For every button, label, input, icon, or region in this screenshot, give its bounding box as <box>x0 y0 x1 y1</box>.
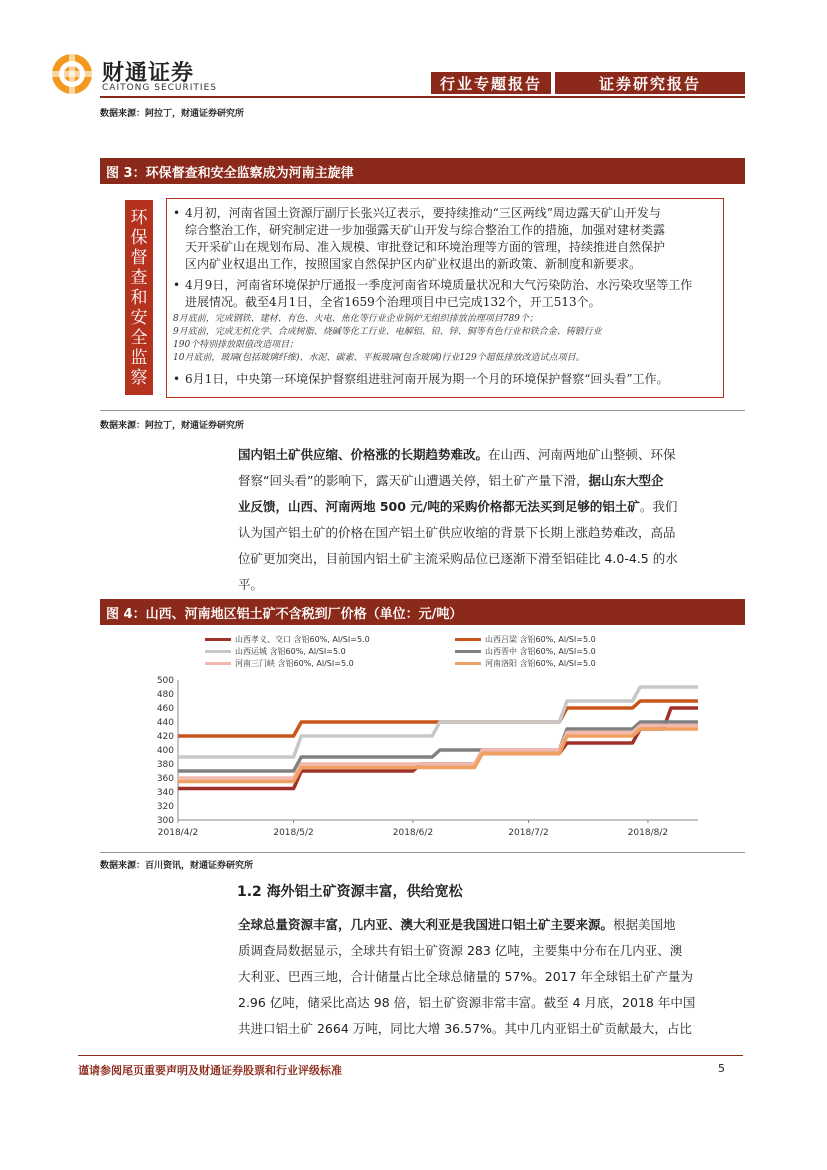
paragraph-2 <box>238 912 743 1042</box>
side-char: 全 <box>130 327 148 348</box>
side-char: 和 <box>130 287 148 308</box>
detail-line: 190个特别排放限值改造项目； <box>173 340 299 350</box>
para1-text: 督察“回头看”的影响下，露天矿山遭遇关停，铝土矿产量下滑， <box>238 473 589 488</box>
figure-4-title: 图 4：山西、河南地区铝土矿不含税到厂价格（单位：元/吨） <box>100 599 745 625</box>
legend-swatch <box>455 638 481 641</box>
section-title: 1.2 海外铝土矿资源丰富，供给宽松 <box>237 884 463 900</box>
bullet-icon: • <box>173 206 181 220</box>
legend-label: 山西晋中 含铝60%, Al/SI=5.0 <box>485 647 596 656</box>
x-tick-label: 2018/4/2 <box>157 828 199 838</box>
header-rule <box>100 96 745 98</box>
legend-item <box>455 658 596 669</box>
legend-item <box>205 634 370 645</box>
para1-text: 在山西、河南两地矿山整顿、环保 <box>488 447 676 462</box>
para2-text: 质调查局数据显示，全球共有铝土矿资源 283 亿吨，主要集中分布在几内亚、澳 <box>238 943 683 958</box>
para1-text: 位矿更加突出，目前国内铝土矿主流采购品位已逐渐下滑至铝硅比 4.0-4.5 的水 <box>238 551 678 566</box>
x-tick-label: 2018/8/2 <box>627 828 669 838</box>
legend-swatch <box>205 638 231 641</box>
divider <box>100 410 745 411</box>
para1-emphasis: 业反馈，山西、河南两地 500 元/吨的采购价格都无法买到足够的铝土矿 <box>238 499 640 514</box>
legend-item <box>205 646 346 657</box>
legend-swatch <box>205 650 231 653</box>
side-char: 监 <box>130 347 148 368</box>
side-char: 保 <box>130 227 148 248</box>
detail-line: 8月底前，完成钢铁、建材、有色、火电、焦化等行业企业锅炉无组织排放治理项目789个； <box>173 314 538 324</box>
bullet-1-line: 4月初，河南省国土资源厅副厅长张兴辽表示，要持续推动“三区两线”周边露天矿山开发与 <box>185 206 661 220</box>
para2-text: 大利亚、巴西三地，合计储量占比全球总储量的 57%。2017 年全球铝土矿产量为 <box>238 969 694 984</box>
y-tick-label: 340 <box>156 788 174 798</box>
report-type-tab: 行业专题报告 <box>431 72 551 94</box>
legend-label: 山西运城 含铝60%, Al/SI=5.0 <box>235 647 346 656</box>
x-tick-label: 2018/6/2 <box>392 828 434 838</box>
bullet-2-line: 4月9日，河南省环境保护厅通报一季度河南省环境质量状况和大气污染防治、水污染攻坚等工作 <box>185 278 693 292</box>
bullet-1-line: 综合整治工作，研究制定进一步加强露天矿山开发与综合整治工作的措施，加强对建材类露 <box>185 223 666 237</box>
report-category-tab: 证券研究报告 <box>555 72 745 94</box>
footer-disclaimer: 谨请参阅尾页重要声明及财通证券股票和行业评级标准 <box>78 1064 342 1077</box>
bullet-1-line: 区内矿业权退出工作，按照国家自然保护区内矿业权退出的新政策、新制度和新要求。 <box>185 257 642 271</box>
figure-3-note-box <box>166 198 724 398</box>
bullet-2-line: 进展情况。截至4月1日，全省1659个治理项目中已完成132个，开工513个。 <box>185 295 601 309</box>
legend-swatch <box>205 662 231 665</box>
series-line-3 <box>178 687 698 757</box>
y-tick-label: 440 <box>156 718 174 728</box>
source-note-fig3: 数据来源：阿拉丁，财通证券研究所 <box>100 421 245 431</box>
legend-label: 河南洛阳 含铝60%, Al/SI=5.0 <box>485 659 596 668</box>
legend-swatch <box>455 662 481 665</box>
para2-text: 根据美国地 <box>613 917 676 932</box>
x-tick-label: 2018/5/2 <box>273 828 314 838</box>
legend-item <box>205 658 354 669</box>
paragraph-1 <box>238 442 743 598</box>
y-tick-label: 460 <box>156 704 174 714</box>
para1-text: 。我们 <box>639 499 678 514</box>
y-tick-label: 360 <box>156 774 174 784</box>
bullet-icon: • <box>173 372 181 386</box>
company-name-cn: 财通证券 <box>102 61 195 86</box>
page-number: 5 <box>718 1062 725 1075</box>
price-line-chart <box>150 675 740 845</box>
para2-lead: 全球总量资源丰富，几内亚、澳大利亚是我国进口铝土矿主要来源。 <box>238 917 614 932</box>
figure-3-title: 图 3：环保督查和安全监察成为河南主旋律 <box>100 158 745 184</box>
legend-label: 山西孝义、交口 含铝60%, Al/SI=5.0 <box>235 635 370 644</box>
y-tick-label: 400 <box>156 746 174 756</box>
legend-label: 山西吕梁 含铝60%, Al/SI=5.0 <box>485 635 596 644</box>
para2-text: 共进口铝土矿 2664 万吨，同比大增 36.57%。其中几内亚铝土矿贡献最大，占比 <box>238 1021 692 1036</box>
legend-item <box>455 634 596 645</box>
detail-line: 10月底前，玻璃(包括玻璃纤维)、水泥、碳素、平板玻璃(包含玻璃)行业129个超低排放改造试点项目。 <box>173 353 585 363</box>
para1-emphasis: 据山东大型企 <box>588 473 664 488</box>
side-char: 督 <box>130 247 148 268</box>
side-char: 环 <box>130 207 148 228</box>
bullet-3-line: 6月1日，中央第一环境保护督察组进驻河南开展为期一个月的环境保护督察“回头看”工作。 <box>185 372 669 386</box>
company-name-en: CAITONG SECURITIES <box>102 83 217 93</box>
detail-line: 9月底前，完成无机化学、合成树脂、烧碱等化工行业、电解铝、铅、锌、铜等有色行业和铁合金、铸锻行业 <box>173 327 602 337</box>
y-tick-label: 480 <box>156 690 174 700</box>
side-char: 安 <box>130 307 148 328</box>
para1-lead: 国内铝土矿供应缩、价格涨的长期趋势难改。 <box>238 447 489 462</box>
side-char: 查 <box>130 267 148 288</box>
footer-rule <box>78 1055 743 1056</box>
figure-3-side-label <box>125 200 153 395</box>
bullet-1-line: 天开采矿山在规划布局、准入规模、审批登记和环境治理等方面的管理，持续推进自然保护 <box>185 240 666 254</box>
divider <box>100 852 745 853</box>
y-tick-label: 380 <box>156 760 174 770</box>
y-tick-label: 500 <box>156 676 174 686</box>
y-tick-label: 420 <box>156 732 174 742</box>
legend-item <box>455 646 596 657</box>
bullet-icon: • <box>173 278 181 292</box>
x-tick-label: 2018/7/2 <box>508 828 549 838</box>
para1-text: 认为国产铝土矿的价格在国产铝土矿供应收缩的背景下长期上涨趋势难改，高品 <box>238 525 676 540</box>
legend-swatch <box>455 650 481 653</box>
para1-text: 平。 <box>238 577 264 592</box>
y-tick-label: 300 <box>156 816 174 826</box>
chart-container <box>150 630 740 845</box>
source-note-fig4: 数据来源：百川资讯，财通证券研究所 <box>100 861 254 871</box>
chart-legend <box>150 630 740 675</box>
company-logo <box>50 52 94 96</box>
y-tick-label: 320 <box>156 802 174 812</box>
para2-text: 2.96 亿吨，储采比高达 98 倍，铝土矿资源非常丰富。截至 4 月底，2018 年中国 <box>238 995 696 1010</box>
source-note-top: 数据来源：阿拉丁，财通证券研究所 <box>100 109 245 119</box>
legend-label: 河南三门峡 含铝60%, Al/SI=5.0 <box>235 659 354 668</box>
side-char: 察 <box>130 367 148 388</box>
